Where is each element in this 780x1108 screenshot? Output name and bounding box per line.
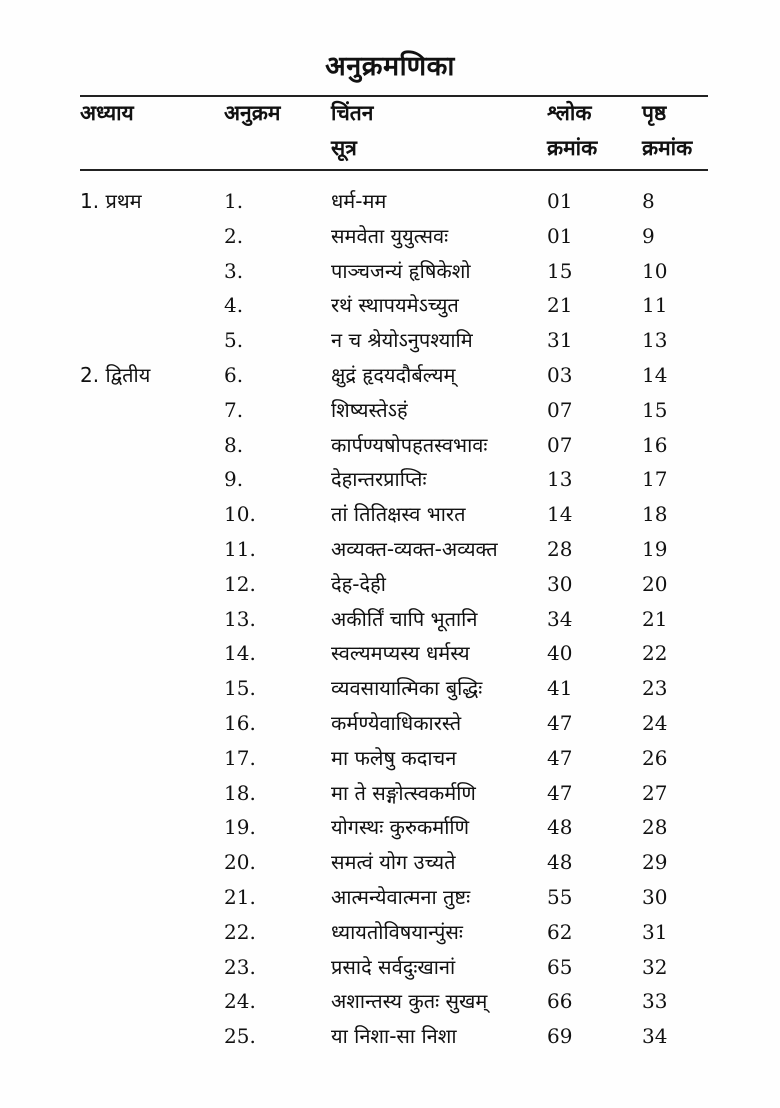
row-sutra: कर्मण्येवाधिकारस्ते: [331, 711, 462, 735]
row-page-number: 8: [642, 189, 655, 213]
row-sutra: देहान्तरप्राप्तिः: [331, 467, 427, 492]
row-sutra: क्षुद्रं हृदयदौर्बल्यम्: [331, 363, 456, 387]
row-number: 21.: [224, 885, 256, 909]
row-sutra: देह-देही: [331, 571, 386, 596]
row-page-number: 30: [642, 885, 668, 909]
table-row: [0, 497, 780, 532]
row-shlok-number: 21: [547, 293, 573, 318]
table-row: [0, 219, 780, 254]
row-page-number: 27: [642, 780, 668, 805]
row-number: 15.: [224, 676, 256, 701]
table-row: [0, 984, 780, 1019]
row-shlok-number: 47: [547, 711, 573, 735]
header-shlok-line1: श्लोक: [547, 101, 592, 125]
row-number: 18.: [224, 780, 256, 805]
header-prishtha-line2: क्रमांक: [642, 136, 693, 160]
row-sutra: रथं स्थापयमेऽच्युत: [331, 293, 459, 318]
table-row: [0, 288, 780, 323]
table-row: [0, 706, 780, 741]
row-shlok-number: 28: [547, 537, 573, 561]
header-top-rule: [80, 95, 708, 97]
row-page-number: 14: [642, 363, 668, 387]
row-sutra: अशान्तस्य कुतः सुखम्: [331, 989, 488, 1014]
row-page-number: 28: [642, 815, 668, 840]
row-number: 19.: [224, 815, 256, 840]
row-shlok-number: 47: [547, 780, 573, 805]
row-shlok-number: 15: [547, 258, 573, 283]
table-row: [0, 184, 780, 219]
row-sutra: धर्म-मम: [331, 189, 387, 213]
row-page-number: 16: [642, 432, 668, 457]
row-sutra: मा फलेषु कदाचन: [331, 745, 457, 770]
row-page-number: 9: [642, 223, 655, 248]
table-row: [0, 845, 780, 880]
row-page-number: 17: [642, 467, 668, 492]
row-number: 14.: [224, 641, 256, 666]
row-number: 17.: [224, 745, 256, 770]
row-sutra: पाञ्चजन्यं हृषिकेशो: [331, 258, 471, 283]
row-number: 12.: [224, 571, 256, 596]
row-shlok-number: 55: [547, 885, 573, 909]
row-sutra: समत्वं योग उच्यते: [331, 850, 456, 875]
row-shlok-number: 03: [547, 363, 573, 387]
row-shlok-number: 40: [547, 641, 573, 666]
row-sutra: योगस्थः कुरुकर्माणि: [331, 815, 470, 840]
row-page-number: 24: [642, 711, 668, 735]
table-row: [0, 810, 780, 845]
row-sutra: न च श्रेयोऽनुपश्यामि: [331, 328, 473, 353]
row-sutra: अव्यक्त-व्यक्त-अव्यक्त: [331, 537, 498, 561]
header-adhyaya: अध्याय: [80, 101, 134, 125]
row-number: 16.: [224, 711, 256, 735]
row-page-number: 11: [642, 293, 668, 318]
row-shlok-number: 30: [547, 571, 573, 596]
table-row: [0, 428, 780, 463]
header-anukram: अनुक्रम: [224, 101, 281, 125]
row-shlok-number: 69: [547, 1024, 573, 1049]
row-page-number: 33: [642, 989, 668, 1014]
row-adhyaya: 2. द्वितीय: [80, 363, 151, 387]
row-page-number: 18: [642, 502, 668, 527]
table-row: [0, 671, 780, 706]
row-number: 5.: [224, 328, 244, 353]
row-sutra: ध्यायतोविषयान्पुंसः: [331, 919, 463, 944]
row-page-number: 22: [642, 641, 668, 666]
row-page-number: 26: [642, 745, 668, 770]
row-page-number: 29: [642, 850, 668, 875]
row-shlok-number: 07: [547, 397, 573, 422]
row-number: 10.: [224, 502, 256, 527]
row-sutra: स्वल्यमप्यस्य धर्मस्य: [331, 641, 470, 666]
row-number: 8.: [224, 432, 244, 457]
table-row: [0, 602, 780, 637]
header-bottom-rule: [80, 169, 708, 171]
row-shlok-number: 47: [547, 745, 573, 770]
row-page-number: 23: [642, 676, 668, 701]
table-row: [0, 1019, 780, 1054]
row-page-number: 34: [642, 1024, 668, 1049]
row-page-number: 20: [642, 571, 668, 596]
row-number: 3.: [224, 258, 244, 283]
row-number: 24.: [224, 989, 256, 1014]
row-sutra: व्यवसायात्मिका बुद्धिः: [331, 676, 483, 701]
row-shlok-number: 01: [547, 223, 573, 248]
table-row: [0, 567, 780, 602]
row-number: 2.: [224, 223, 244, 248]
row-shlok-number: 14: [547, 502, 573, 527]
row-shlok-number: 07: [547, 432, 573, 457]
row-page-number: 13: [642, 328, 668, 353]
row-shlok-number: 66: [547, 989, 573, 1014]
row-page-number: 32: [642, 954, 668, 979]
header-prishtha-line1: पृष्ठ: [642, 101, 667, 125]
row-sutra: प्रसादे सर्वदुःखानां: [331, 954, 456, 979]
header-shlok-line2: क्रमांक: [547, 136, 598, 160]
row-shlok-number: 01: [547, 189, 573, 213]
row-sutra: मा ते सङ्गोत्स्वकर्मणि: [331, 780, 476, 805]
table-row: [0, 323, 780, 358]
row-sutra: या निशा-सा निशा: [331, 1024, 457, 1049]
row-sutra: अकीर्तिं चापि भूतानि: [331, 606, 478, 631]
row-number: 1.: [224, 189, 244, 213]
page-title: अनुक्रमणिका: [325, 51, 455, 82]
row-number: 4.: [224, 293, 244, 318]
row-number: 22.: [224, 919, 256, 944]
row-page-number: 15: [642, 397, 668, 422]
table-row: [0, 915, 780, 950]
table-row: [0, 741, 780, 776]
row-sutra: तां तितिक्षस्व भारत: [331, 502, 466, 527]
table-row: [0, 254, 780, 289]
row-shlok-number: 48: [547, 850, 573, 875]
table-row: [0, 393, 780, 428]
row-number: 11.: [224, 537, 256, 561]
table-row: [0, 462, 780, 497]
row-number: 20.: [224, 850, 256, 875]
row-number: 23.: [224, 954, 256, 979]
row-page-number: 19: [642, 537, 668, 561]
table-row: [0, 636, 780, 671]
table-row: [0, 950, 780, 985]
row-page-number: 31: [642, 919, 668, 944]
table-row: [0, 776, 780, 811]
table-row: [0, 358, 780, 393]
row-sutra: कार्पण्यषोपहतस्वभावः: [331, 432, 488, 457]
row-number: 9.: [224, 467, 244, 492]
row-number: 13.: [224, 606, 256, 631]
row-sutra: आत्मन्येवात्मना तुष्टः: [331, 885, 471, 909]
row-page-number: 10: [642, 258, 668, 283]
row-shlok-number: 13: [547, 467, 573, 492]
header-chintan-line2: सूत्र: [331, 136, 357, 160]
row-shlok-number: 34: [547, 606, 573, 631]
row-page-number: 21: [642, 606, 668, 631]
row-shlok-number: 41: [547, 676, 573, 701]
row-sutra: शिष्यस्तेऽहं: [331, 397, 408, 422]
row-sutra: समवेता युयुत्सवः: [331, 223, 449, 248]
row-number: 25.: [224, 1024, 256, 1049]
row-shlok-number: 62: [547, 919, 573, 944]
row-shlok-number: 31: [547, 328, 573, 353]
row-number: 7.: [224, 397, 244, 422]
row-shlok-number: 65: [547, 954, 573, 979]
row-number: 6.: [224, 363, 244, 387]
header-chintan-line1: चिंतन: [331, 101, 374, 125]
row-adhyaya: 1. प्रथम: [80, 189, 142, 213]
table-row: [0, 880, 780, 915]
table-row: [0, 532, 780, 567]
row-shlok-number: 48: [547, 815, 573, 840]
